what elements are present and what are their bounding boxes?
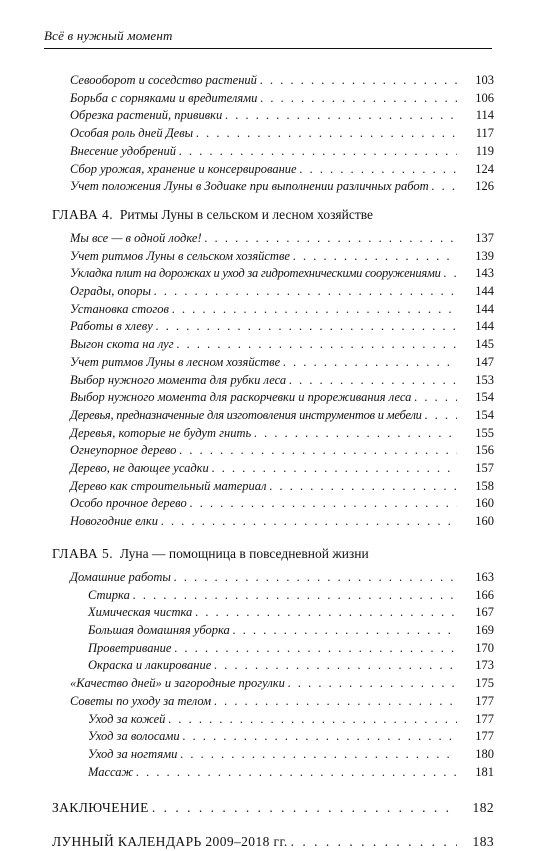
toc-entry-page: 157 <box>475 461 494 476</box>
toc-entry-label: Обрезка растений, прививки <box>70 108 223 123</box>
toc-entry-label: Внесение удобрений <box>70 143 176 158</box>
toc-entry-page: 126 <box>475 179 494 194</box>
toc-leader-dots <box>269 478 457 496</box>
toc-entry[interactable] <box>52 230 494 248</box>
toc-entry-page: 170 <box>475 640 494 655</box>
toc-entry-page: 177 <box>475 711 494 726</box>
toc-entry-page: 160 <box>475 496 494 511</box>
toc-entry-label: Выбор нужного момента для раскорчевки и прореживания леса <box>70 390 412 405</box>
toc-entry-page: 160 <box>475 514 494 529</box>
chapter-heading-label <box>52 545 369 563</box>
toc-leader-dots <box>177 336 457 354</box>
toc-entry-page: 163 <box>475 569 494 584</box>
toc-leader-dots <box>425 407 457 425</box>
toc-entry-label: Сбор урожая, хранение и консервирование <box>70 161 297 176</box>
toc-leader-dots <box>432 178 457 196</box>
toc-entry-page: 154 <box>475 407 494 422</box>
toc-subentry[interactable] <box>52 728 494 746</box>
toc-subentry[interactable] <box>52 587 494 605</box>
toc-entry[interactable] <box>52 693 494 711</box>
chapter-heading-label <box>52 206 373 224</box>
toc-entry-label: Дерево, не дающее усадки <box>70 461 209 476</box>
toc-leader-dots <box>260 90 457 108</box>
toc-entry-page: 181 <box>475 764 494 779</box>
toc-entry-label: Деревья, которые не будут гнить <box>70 425 252 440</box>
toc-leader-dots <box>414 389 457 407</box>
toc-entry-page: 173 <box>475 658 494 673</box>
toc-entry-page: 169 <box>475 622 494 637</box>
toc-leader-dots <box>214 693 457 711</box>
toc-entry-label: ЛУННЫЙ КАЛЕНДАРЬ 2009–2018 гг. <box>52 834 288 850</box>
table-of-contents <box>52 72 494 851</box>
toc-entry-label: Окраска и лакирование <box>88 658 212 673</box>
toc-entry-label: «Качество дней» и загородные прогулки <box>70 676 285 691</box>
toc-entry[interactable] <box>52 569 494 587</box>
toc-entry-page: 103 <box>475 73 494 87</box>
toc-leader-dots <box>172 301 457 319</box>
toc-entry-page: 143 <box>475 266 494 281</box>
toc-leader-dots <box>179 442 457 460</box>
toc-entry-page: 117 <box>475 126 494 141</box>
toc-entry-page: 158 <box>475 478 494 493</box>
toc-entry-page: 145 <box>475 337 494 352</box>
toc-entry[interactable] <box>52 318 494 336</box>
toc-entry[interactable] <box>52 72 494 90</box>
toc-entry[interactable] <box>52 283 494 301</box>
toc-entry-label: Учет ритмов Луны в лесном хозяйстве <box>70 354 281 369</box>
toc-entry-label: Новогодние елки <box>70 514 158 529</box>
toc-entry[interactable] <box>52 442 494 460</box>
toc-entry-label: Особая роль дней Девы <box>70 126 194 141</box>
chapter-number: ГЛАВА 4. <box>52 206 114 222</box>
toc-entry-label: Уход за волосами <box>88 729 180 744</box>
toc-entry-label: Выбор нужного момента для рубки леса <box>70 372 287 387</box>
toc-leader-dots <box>225 107 457 125</box>
toc-entry[interactable] <box>52 265 494 283</box>
toc-entry-page: 154 <box>475 390 494 405</box>
header-rule <box>44 48 492 49</box>
toc-leader-dots <box>260 72 457 90</box>
chapter-title: Луна — помощница в повседневной жизни <box>119 545 369 561</box>
toc-leader-dots <box>444 265 457 283</box>
toc-leader-dots <box>212 460 457 478</box>
running-header: Всё в нужный момент <box>44 28 173 43</box>
toc-entry-page: 183 <box>472 834 494 850</box>
toc-leader-dots <box>179 143 457 161</box>
toc-entry[interactable] <box>52 460 494 478</box>
toc-entry-page: 177 <box>475 729 494 744</box>
toc-entry-page: 155 <box>475 425 494 440</box>
toc-entry-label: Дерево как строительный материал <box>70 478 267 493</box>
toc-leader-dots <box>196 125 457 143</box>
toc-entry-label: ЗАКЛЮЧЕНИЕ <box>52 800 149 816</box>
toc-conclusion[interactable] <box>52 799 494 817</box>
toc-entry[interactable] <box>52 478 494 496</box>
toc-entry[interactable] <box>52 125 494 143</box>
toc-entry-page: 182 <box>472 800 494 816</box>
toc-leader-dots <box>195 604 457 622</box>
chapter-title: Ритмы Луны в сельском и лесном хозяйстве <box>119 206 374 222</box>
toc-entry-page: 166 <box>475 587 494 602</box>
toc-entry-page: 137 <box>475 230 494 245</box>
toc-entry-page: 180 <box>475 746 494 761</box>
toc-entry[interactable] <box>52 495 494 513</box>
toc-entry-label: Большая домашняя уборка <box>88 622 230 637</box>
toc-leader-dots <box>133 587 457 605</box>
toc-entry-label: Уход за кожей <box>88 711 166 726</box>
toc-entry-label: Борьба с сорняками и вредителями <box>70 90 258 105</box>
toc-entry-page: 106 <box>475 90 494 105</box>
toc-leader-dots <box>168 711 457 729</box>
toc-entry-page: 177 <box>475 693 494 708</box>
toc-leader-dots <box>205 230 457 248</box>
toc-entry-page: 167 <box>475 605 494 620</box>
toc-entry-label: Работы в хлеву <box>70 319 153 334</box>
toc-entry-page: 144 <box>475 301 494 316</box>
toc-entry[interactable] <box>52 389 494 407</box>
toc-entry-page: 119 <box>475 143 494 158</box>
toc-entry[interactable] <box>52 248 494 266</box>
toc-leader-dots <box>154 283 457 301</box>
toc-entry-page: 114 <box>475 108 494 123</box>
toc-entry[interactable] <box>52 90 494 108</box>
toc-entry-label: Ограды, опоры <box>70 284 151 299</box>
toc-leader-dots <box>254 425 457 443</box>
toc-leader-dots <box>180 746 457 764</box>
toc-entry[interactable] <box>52 354 494 372</box>
chapter-heading-5[interactable] <box>52 545 494 563</box>
toc-leader-dots <box>136 764 457 782</box>
toc-leader-dots <box>152 799 457 817</box>
toc-leader-dots <box>174 640 457 658</box>
toc-entry[interactable] <box>52 301 494 319</box>
toc-leader-dots <box>293 248 457 266</box>
toc-entry[interactable] <box>52 143 494 161</box>
toc-entry-label: Массаж <box>88 764 134 779</box>
toc-leader-dots <box>183 728 457 746</box>
toc-subentry[interactable] <box>52 622 494 640</box>
toc-leader-dots <box>288 675 457 693</box>
toc-entry[interactable] <box>52 107 494 125</box>
toc-leader-dots <box>283 354 457 372</box>
toc-entry[interactable] <box>52 336 494 354</box>
toc-leader-dots <box>214 657 457 675</box>
toc-entry-page: 153 <box>475 372 494 387</box>
toc-leader-dots <box>174 569 457 587</box>
toc-entry-page: 156 <box>475 443 494 458</box>
toc-leader-dots <box>289 372 457 390</box>
toc-leader-dots <box>300 161 457 179</box>
toc-subentry[interactable] <box>52 764 494 782</box>
toc-lunar-calendar[interactable] <box>52 833 494 851</box>
toc-entry[interactable] <box>52 161 494 179</box>
toc-entry-label: Особо прочное дерево <box>70 496 187 511</box>
chapter-heading-4[interactable] <box>52 206 494 224</box>
toc-leader-dots <box>156 318 457 336</box>
toc-entry-label: Советы по уходу за телом <box>70 693 212 708</box>
toc-entry-label: Деревья, предназначенные для изготовления инструментов и мебели <box>70 407 422 422</box>
toc-entry[interactable] <box>52 425 494 443</box>
toc-entry[interactable] <box>52 513 494 531</box>
toc-entry-page: 144 <box>475 319 494 334</box>
toc-subentry[interactable] <box>52 604 494 622</box>
toc-subentry[interactable] <box>52 746 494 764</box>
toc-entry-label: Стирка <box>88 587 130 602</box>
toc-entry-page: 124 <box>475 161 494 176</box>
toc-entry[interactable] <box>52 675 494 693</box>
toc-entry-label: Домашние работы <box>70 569 171 584</box>
chapter-number: ГЛАВА 5. <box>52 545 114 561</box>
toc-entry-label: Учет ритмов Луны в сельском хозяйстве <box>70 248 290 263</box>
toc-entry-page: 147 <box>475 354 494 369</box>
toc-entry-label: Выгон скота на луг <box>70 337 174 352</box>
toc-leader-dots <box>233 622 457 640</box>
toc-subentry[interactable] <box>52 640 494 658</box>
toc-entry-label: Установка стогов <box>70 301 169 316</box>
toc-entry[interactable] <box>52 178 494 196</box>
toc-entry-label: Химическая чистка <box>88 605 193 620</box>
toc-entry-label: Проветривание <box>88 640 172 655</box>
toc-leader-dots <box>190 495 457 513</box>
toc-entry-page: 139 <box>475 248 494 263</box>
toc-entry-label: Уход за ногтями <box>88 746 178 761</box>
toc-entry[interactable] <box>52 407 494 425</box>
toc-leader-dots <box>161 513 457 531</box>
toc-entry[interactable] <box>52 372 494 390</box>
toc-subentry[interactable] <box>52 657 494 675</box>
toc-leader-dots <box>291 833 457 851</box>
toc-entry-label: Учет положения Луны в Зодиаке при выполнении различных работ <box>70 179 429 194</box>
toc-entry-label: Укладка плит на дорожках и уход за гидротехническими сооружениями <box>70 266 441 281</box>
toc-entry-label: Мы все — в одной лодке! <box>70 230 202 245</box>
toc-subentry[interactable] <box>52 711 494 729</box>
toc-entry-label: Севооборот и соседство растений <box>70 73 257 87</box>
toc-entry-page: 144 <box>475 284 494 299</box>
toc-entry-label: Огнеупорное дерево <box>70 443 177 458</box>
toc-entry-page: 175 <box>475 676 494 691</box>
